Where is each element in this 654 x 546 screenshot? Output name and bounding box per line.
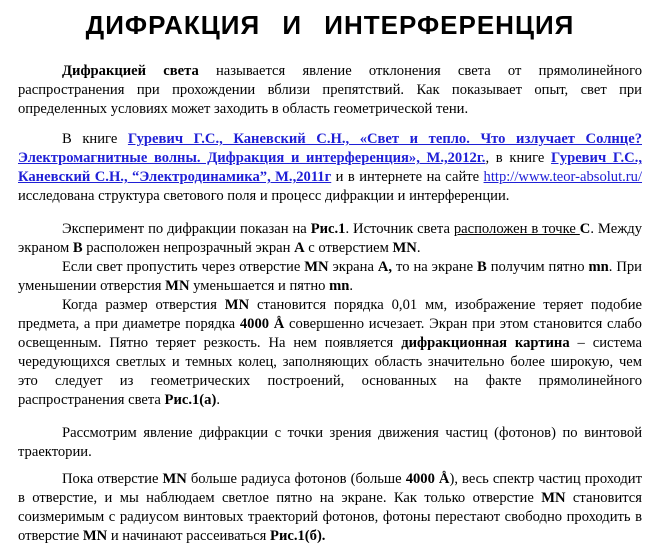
text-span: уменьшается и пятно xyxy=(189,278,330,294)
text-span: . Между экраном xyxy=(18,221,642,256)
screen-b: В xyxy=(72,240,83,256)
text-span: становится порядка 0,01 мм, изображение теряет подобие предмета, а при диаметре порядка xyxy=(18,297,642,332)
paragraph-photons xyxy=(18,470,642,546)
text-span: Рассмотрим явление дифракции с точки зрения движения частиц (фотонов) по винтовой траектории. xyxy=(18,425,642,460)
text-span: Когда размер отверстия xyxy=(62,297,225,313)
text-span: с отверстием xyxy=(304,240,393,256)
screen-a: А xyxy=(294,240,305,256)
figure-ref: Рис.1 xyxy=(310,221,346,237)
sources-mid: , в книге xyxy=(485,150,552,166)
aperture-mn: MN xyxy=(304,259,329,275)
paragraph-aperture-size xyxy=(18,296,642,410)
paragraph-definition xyxy=(18,62,642,119)
text-span: то на экране xyxy=(392,259,478,275)
book-link-1[interactable]: Гуревич Г.С., Каневский С.Н., «Свет и тепло. Что излучает Солнце? Электромагнитные волны. Дифракция и интерференция», М.,2012г. xyxy=(18,131,642,166)
text-span: Эксперимент по дифракции показан на xyxy=(62,221,311,237)
aperture-mn: MN xyxy=(541,490,566,506)
text-span: и начинают рассеиваться xyxy=(107,528,271,544)
aperture-mn: MN xyxy=(224,297,250,313)
sources-rest: исследована структура светового поля и процесс дифракции и интерференции. xyxy=(18,188,510,204)
website-link[interactable]: http://www.teor-absolut.ru/ xyxy=(483,169,643,185)
aperture-mn: МN xyxy=(392,240,417,256)
text-span: . xyxy=(416,240,421,256)
text-span: экрана xyxy=(328,259,378,275)
page-title: ДИФРАКЦИЯ И ИНТЕРФЕРЕНЦИЯ xyxy=(85,10,575,40)
text-span: . При уменьшении отверстия xyxy=(18,259,642,294)
text-span: . xyxy=(216,392,220,408)
screen-b: В xyxy=(477,259,487,275)
spot-mn: mn xyxy=(329,278,350,294)
paragraph-light-pass xyxy=(18,258,642,296)
figure-ref: Рис.1(б). xyxy=(270,528,326,544)
spot-mn: mn xyxy=(588,259,609,275)
text-span: ), весь спектр частиц проходит в отверстие, и мы наблюдаем светлое пятно на экране. Как только отверстие xyxy=(18,471,642,506)
point-c: С xyxy=(579,221,591,237)
text-span: . xyxy=(349,278,354,294)
aperture-mn: MN xyxy=(82,528,108,544)
text-span: Если свет пропустить через отверстие xyxy=(62,259,305,275)
book-link-2[interactable]: Гуревич Г.С., Каневский С.Н., “Электродинамика”, М.,2011г xyxy=(18,150,642,185)
term-diffraction-pattern: дифракционная картина xyxy=(401,335,570,351)
paragraph-sources xyxy=(18,130,642,206)
text-span: расположен непрозрачный экран xyxy=(82,240,295,256)
diameter-value: 4000 Å xyxy=(239,316,285,332)
text-span: расположен в точке xyxy=(453,221,580,237)
definition-text: называется явление отклонения света от прямолинейного распространения при прохождении вблизи препятствий. Как показывает опыт, свет при определенных условиях может заходить в область геометрической тени. xyxy=(18,63,642,117)
paragraph-experiment xyxy=(18,220,642,258)
paragraph-photon-view xyxy=(18,424,642,462)
aperture-mn: MN xyxy=(165,278,190,294)
text-span: – система чередующихся светлых и темных колец, заполняющих область значительно более широкую, чем это следует из геометрических построений, основанных на факте прямолинейного распространения света xyxy=(18,335,642,408)
text-span: Пока отверстие xyxy=(62,471,163,487)
aperture-mn: MN xyxy=(162,471,187,487)
term-diffraction: Дифракцией света xyxy=(62,63,199,79)
figure-ref: Рис.1(а) xyxy=(164,392,217,408)
text-span: становится соизмеримым с радиусом винтовых траекторий фотонов, фотоны перестают свободно проходить в отверстие xyxy=(18,490,642,544)
screen-a: А, xyxy=(377,259,393,275)
text-span: получим пятно xyxy=(486,259,589,275)
radius-value: 4000 Å xyxy=(405,471,450,487)
text-span: совершенно исчезает. Экран при этом становится слабо освещенным. Пятно теряет резкость. На нем появляется xyxy=(18,316,642,351)
text-span: больше радиуса фотонов (больше xyxy=(186,471,406,487)
sources-mid2: и в интернете на сайте xyxy=(331,169,484,185)
text-span: . Источник света xyxy=(345,221,454,237)
sources-intro: В книге xyxy=(62,131,128,147)
